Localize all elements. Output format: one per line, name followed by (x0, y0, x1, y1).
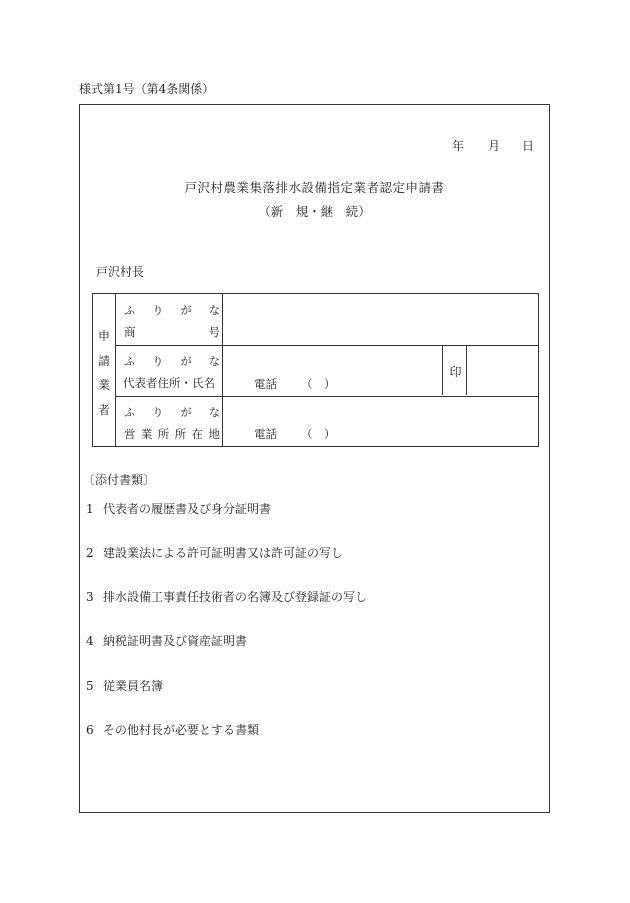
attachment-item: 2 建設業法による許可証明書又は許可証の写し (86, 546, 344, 560)
addressee: 戸沢村長 (96, 265, 145, 279)
form-number-label: 様式第1号（第4条関係） (79, 82, 215, 96)
representative-label: 代表者住所・氏名 (123, 376, 215, 390)
table-divider (116, 345, 538, 346)
furigana-label: ふ り が な (124, 355, 220, 368)
date-month-label: 月 (488, 139, 501, 153)
date-year-label: 年 (452, 139, 465, 153)
phone-label: 電話 (254, 377, 277, 391)
table-divider (442, 345, 443, 395)
attachment-item: 5 従業員名簿 (86, 679, 164, 693)
phone-paren: （ ） (301, 377, 336, 391)
furigana-label: ふ り が な (124, 304, 220, 317)
attachment-item: 3 排水設備工事責任技術者の名簿及び登録証の写し (86, 590, 368, 604)
table-divider (116, 396, 538, 397)
phone-label: 電話 (254, 427, 277, 441)
document-subtitle: （新 規・継 続） (258, 204, 371, 219)
table-divider (115, 294, 116, 446)
date-day-label: 日 (522, 139, 535, 153)
seal-label: 印 (449, 365, 462, 379)
attachments-heading: 〔添付書類〕 (83, 473, 156, 487)
office-address-label: 営 業 所 所 在 地 (124, 427, 220, 441)
attachment-item: 4 納税証明書及び資産証明書 (86, 634, 248, 648)
table-divider (222, 294, 223, 446)
furigana-label: ふ り が な (124, 406, 220, 419)
attachment-item: 6 その他村長が必要とする書類 (86, 723, 260, 737)
applicant-table (92, 293, 539, 447)
trade-name-label: 商 号 (124, 325, 220, 339)
attachment-item: 1 代表者の履歴書及び身分証明書 (86, 502, 272, 516)
document-title: 戸沢村農業集落排水設備指定業者認定申請書 (184, 180, 445, 195)
applicant-label: 申請業者 (97, 329, 110, 417)
phone-paren: （ ） (301, 427, 336, 441)
